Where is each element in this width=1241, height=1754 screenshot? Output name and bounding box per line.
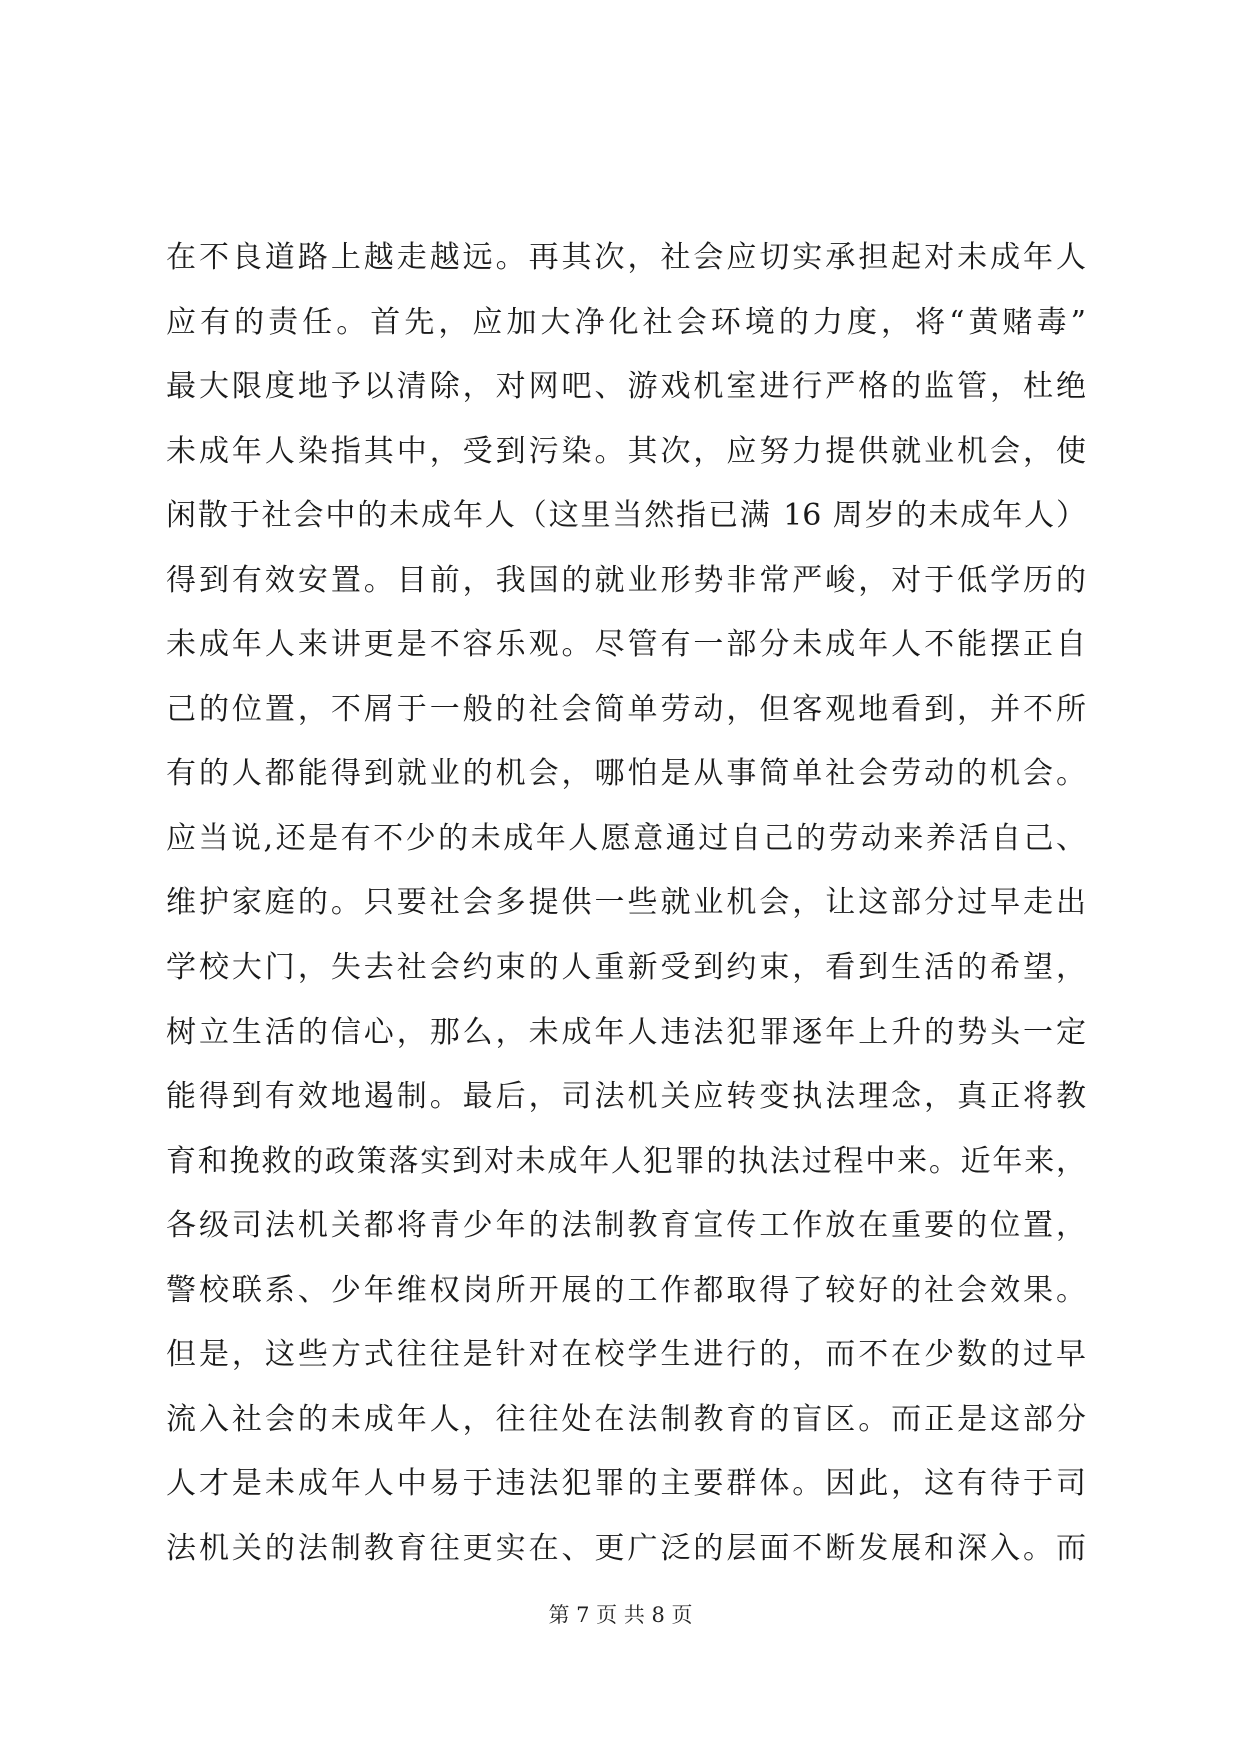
text-line: 得到有效安置。目前，我国的就业形势非常严峻，对于低学历的 <box>166 562 1086 598</box>
text-line: 应有的责任。首先，应加大净化社会环境的力度，将“黄赌毒” <box>166 304 1086 340</box>
text-line: 闲散于社会中的未成年人（这里当然指已满 16 周岁的未成年人） <box>166 498 1086 534</box>
text-line: 法机关的法制教育往更实在、更广泛的层面不断发展和深入。而 <box>166 1530 1086 1566</box>
text-line: 但是，这些方式往往是针对在校学生进行的，而不在少数的过早 <box>166 1337 1086 1373</box>
text-line: 未成年人染指其中，受到污染。其次，应努力提供就业机会，使 <box>166 433 1086 469</box>
text-line: 在不良道路上越走越远。再其次，社会应切实承担起对未成年人 <box>166 240 1086 275</box>
text-line: 未成年人来讲更是不容乐观。尽管有一部分未成年人不能摆正自 <box>166 627 1086 663</box>
body-text <box>166 226 1086 1581</box>
text-line: 己的位置，不屑于一般的社会简单劳动，但客观地看到，并不所 <box>166 691 1086 727</box>
text-line: 应当说,还是有不少的未成年人愿意通过自己的劳动来养活自己、 <box>166 820 1086 856</box>
text-line: 最大限度地予以清除，对网吧、游戏机室进行严格的监管，杜绝 <box>166 369 1086 405</box>
text-line: 警校联系、少年维权岗所开展的工作都取得了较好的社会效果。 <box>166 1272 1086 1308</box>
text-line: 流入社会的未成年人，往往处在法制教育的盲区。而正是这部分 <box>166 1401 1086 1437</box>
text-line: 育和挽救的政策落实到对未成年人犯罪的执法过程中来。近年来， <box>166 1143 1086 1179</box>
text-line: 维护家庭的。只要社会多提供一些就业机会，让这部分过早走出 <box>166 885 1086 921</box>
text-line: 人才是未成年人中易于违法犯罪的主要群体。因此，这有待于司 <box>166 1466 1086 1502</box>
text-line: 树立生活的信心，那么，未成年人违法犯罪逐年上升的势头一定 <box>166 1014 1086 1050</box>
text-line: 有的人都能得到就业的机会，哪怕是从事简单社会劳动的机会。 <box>166 756 1086 792</box>
text-line: 各级司法机关都将青少年的法制教育宣传工作放在重要的位置， <box>166 1208 1086 1244</box>
page-number-footer: 第 7 页 共 8 页 <box>548 1603 693 1627</box>
text-line: 学校大门，失去社会约束的人重新受到约束，看到生活的希望， <box>166 950 1086 986</box>
text-line: 能得到有效地遏制。最后，司法机关应转变执法理念，真正将教 <box>166 1079 1086 1115</box>
